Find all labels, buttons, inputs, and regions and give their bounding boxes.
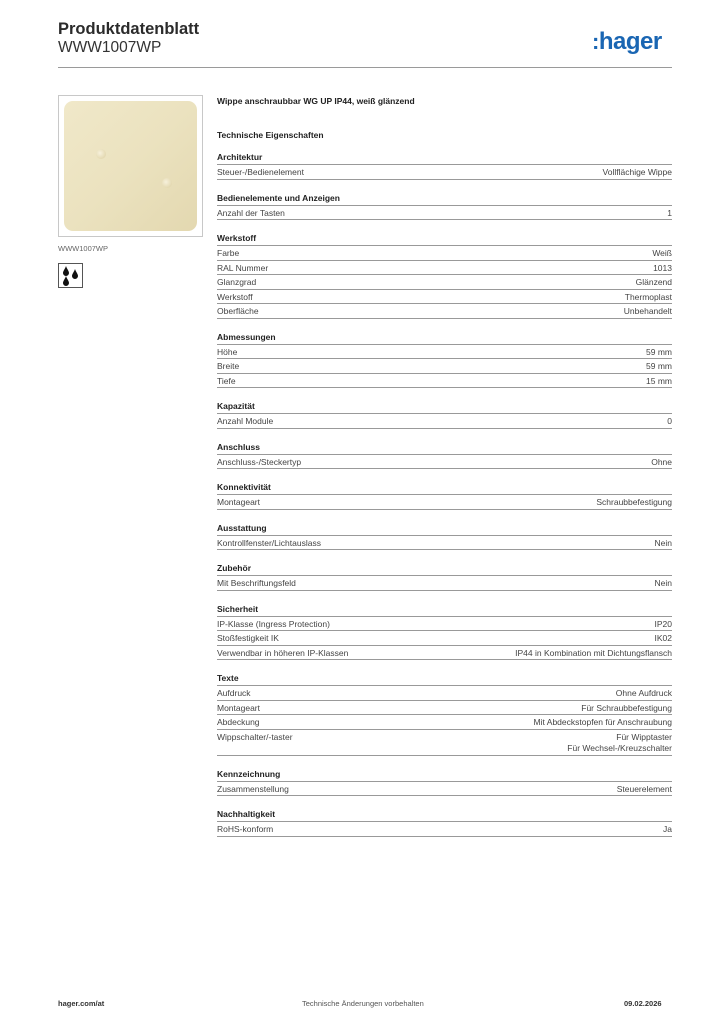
property-row (217, 359, 672, 374)
property-value (567, 732, 672, 755)
property-label: Abdeckung (217, 717, 260, 727)
property-value (636, 277, 672, 289)
property-label: RAL Nummer (217, 262, 269, 273)
property-label: Kontrollfenster/Lichtauslass (217, 537, 321, 548)
screw-cap-top (96, 149, 106, 159)
product-image-frame (58, 95, 203, 237)
property-value-line: 1 (667, 207, 672, 218)
section-title: Abmessungen (217, 332, 672, 345)
property-row (217, 822, 672, 837)
property-row (217, 275, 672, 290)
property-value-line: Für Wipptaster (616, 731, 672, 742)
property-label: Stoßfestigkeit IK (217, 633, 279, 643)
property-value (667, 208, 672, 220)
section (217, 563, 672, 591)
property-value-line: IP44 in Kombination mit Dichtungsflansch (515, 647, 672, 658)
footer-date: 09.02.2026 (624, 999, 662, 1008)
page-title: Produktdatenblatt (58, 20, 200, 38)
section (217, 604, 672, 661)
property-value-line: 59 mm (646, 346, 672, 357)
section-title: Nachhaltigkeit (217, 809, 672, 822)
section (217, 332, 672, 389)
property-row (217, 374, 672, 389)
property-value-line: Schraubbefestigung (596, 497, 672, 507)
section-title: Kennzeichnung (217, 769, 672, 782)
footer-website[interactable]: hager.com/at (58, 999, 105, 1008)
property-value (651, 457, 672, 469)
property-label: Glanzgrad (217, 277, 257, 287)
tech-properties-title: Technische Eigenschaften (217, 130, 324, 140)
section (217, 152, 672, 180)
property-row (217, 206, 672, 221)
property-value (655, 538, 672, 550)
property-row (217, 414, 672, 429)
property-value-line: Glänzend (635, 277, 672, 287)
property-row (217, 345, 672, 360)
section-title: Texte (217, 673, 672, 686)
property-sections (217, 152, 672, 837)
property-row (217, 782, 672, 797)
property-value-line: Mit Abdeckstopfen für Anschraubung (533, 717, 672, 727)
property-row (217, 686, 672, 701)
property-row (217, 576, 672, 591)
property-value (624, 306, 672, 318)
property-label: Werkstoff (217, 291, 253, 302)
property-row (217, 304, 672, 319)
property-value-line: Vollflächige Wippe (602, 167, 672, 177)
property-value (655, 578, 672, 590)
property-value (617, 784, 672, 796)
property-value-line: Für Wechsel-/Kreuzschalter (567, 743, 672, 753)
property-value (534, 717, 672, 729)
section (217, 193, 672, 221)
property-value (616, 688, 672, 700)
property-value-line: 59 mm (646, 361, 672, 371)
property-label: Wippschalter/-taster (217, 731, 293, 742)
property-row (217, 730, 672, 756)
property-value (652, 248, 672, 260)
section (217, 442, 672, 470)
property-row (217, 617, 672, 632)
property-label: Farbe (217, 248, 240, 258)
property-label: RoHS-konform (217, 824, 274, 834)
property-label: Tiefe (217, 375, 236, 386)
property-label: Mit Beschriftungsfeld (217, 578, 296, 588)
property-value-line: Nein (654, 537, 672, 548)
property-value (603, 167, 672, 179)
property-value (625, 292, 672, 304)
property-value-line: 15 mm (646, 375, 672, 386)
property-label: Anzahl der Tasten (217, 207, 285, 218)
property-value (646, 361, 672, 373)
property-value (663, 824, 672, 836)
property-value-line: 1013 (653, 262, 672, 273)
property-row (217, 536, 672, 551)
property-value (653, 263, 672, 275)
screw-cap-bottom (162, 178, 172, 188)
property-row (217, 631, 672, 646)
product-code: WWW1007WP (58, 39, 162, 56)
property-value-line: Weiß (652, 248, 672, 258)
header-divider (58, 67, 672, 68)
section-title: Ausstattung (217, 523, 672, 536)
section (217, 523, 672, 551)
product-image (64, 101, 197, 231)
ip-drops-icon (58, 263, 83, 288)
property-value-line: Nein (654, 578, 672, 588)
water-drops-icon (59, 264, 82, 287)
property-value (515, 648, 672, 660)
property-label: Verwendbar in höheren IP-Klassen (217, 647, 349, 658)
section-title: Sicherheit (217, 604, 672, 617)
property-row (217, 455, 672, 470)
property-row (217, 290, 672, 305)
property-value-line: Ohne Aufdruck (615, 688, 672, 698)
property-value-line: IK02 (654, 633, 672, 643)
section (217, 401, 672, 429)
property-label: Breite (217, 361, 240, 371)
property-label: Anzahl Module (217, 416, 274, 426)
property-label: Aufdruck (217, 688, 251, 698)
property-value (581, 703, 672, 715)
property-value (596, 497, 672, 509)
property-value-line: IP20 (654, 618, 672, 629)
property-value (646, 376, 672, 388)
footer-notice: Technische Änderungen vorbehalten (302, 999, 424, 1008)
logo-text: hager (598, 28, 662, 55)
property-value-line: Für Schraubbefestigung (581, 702, 672, 713)
main-content (217, 95, 672, 850)
section (217, 769, 672, 797)
property-label: IP-Klasse (Ingress Protection) (217, 618, 330, 629)
property-row (217, 246, 672, 261)
property-value (667, 416, 672, 428)
section-title: Werkstoff (217, 233, 672, 246)
property-row (217, 701, 672, 716)
property-value (655, 633, 673, 645)
property-label: Steuer-/Bedienelement (217, 167, 304, 177)
section-title: Bedienelemente und Anzeigen (217, 193, 672, 206)
property-row (217, 715, 672, 730)
section-title: Architektur (217, 152, 672, 165)
property-label: Zusammenstellung (217, 783, 289, 794)
property-label: Oberfläche (217, 306, 259, 316)
section-title: Konnektivität (217, 482, 672, 495)
property-row (217, 495, 672, 510)
product-image-caption: WWW1007WP (58, 244, 109, 253)
hager-logo: :hager (592, 28, 662, 55)
property-value-line: Ohne (651, 456, 672, 467)
property-value-line: Thermoplast (624, 291, 672, 302)
property-row (217, 165, 672, 180)
property-label: Höhe (217, 346, 238, 357)
section-title: Zubehör (217, 563, 672, 576)
section (217, 809, 672, 837)
property-value-line: Ja (663, 824, 672, 834)
property-label: Montageart (217, 497, 260, 507)
section (217, 482, 672, 510)
property-row (217, 646, 672, 661)
product-description: Wippe anschraubbar WG UP IP44, weiß glänzend (217, 96, 415, 106)
property-value-line: 0 (667, 416, 672, 426)
section (217, 673, 672, 756)
property-value-line: Unbehandelt (623, 306, 672, 316)
property-label: Anschluss-/Steckertyp (217, 456, 302, 467)
property-row (217, 261, 672, 276)
section-title: Anschluss (217, 442, 672, 455)
property-value (646, 347, 672, 359)
section-title: Kapazität (217, 401, 672, 414)
property-value (655, 619, 673, 631)
property-label: Montageart (217, 702, 260, 713)
property-value-line: Steuerelement (616, 783, 672, 794)
section (217, 233, 672, 319)
